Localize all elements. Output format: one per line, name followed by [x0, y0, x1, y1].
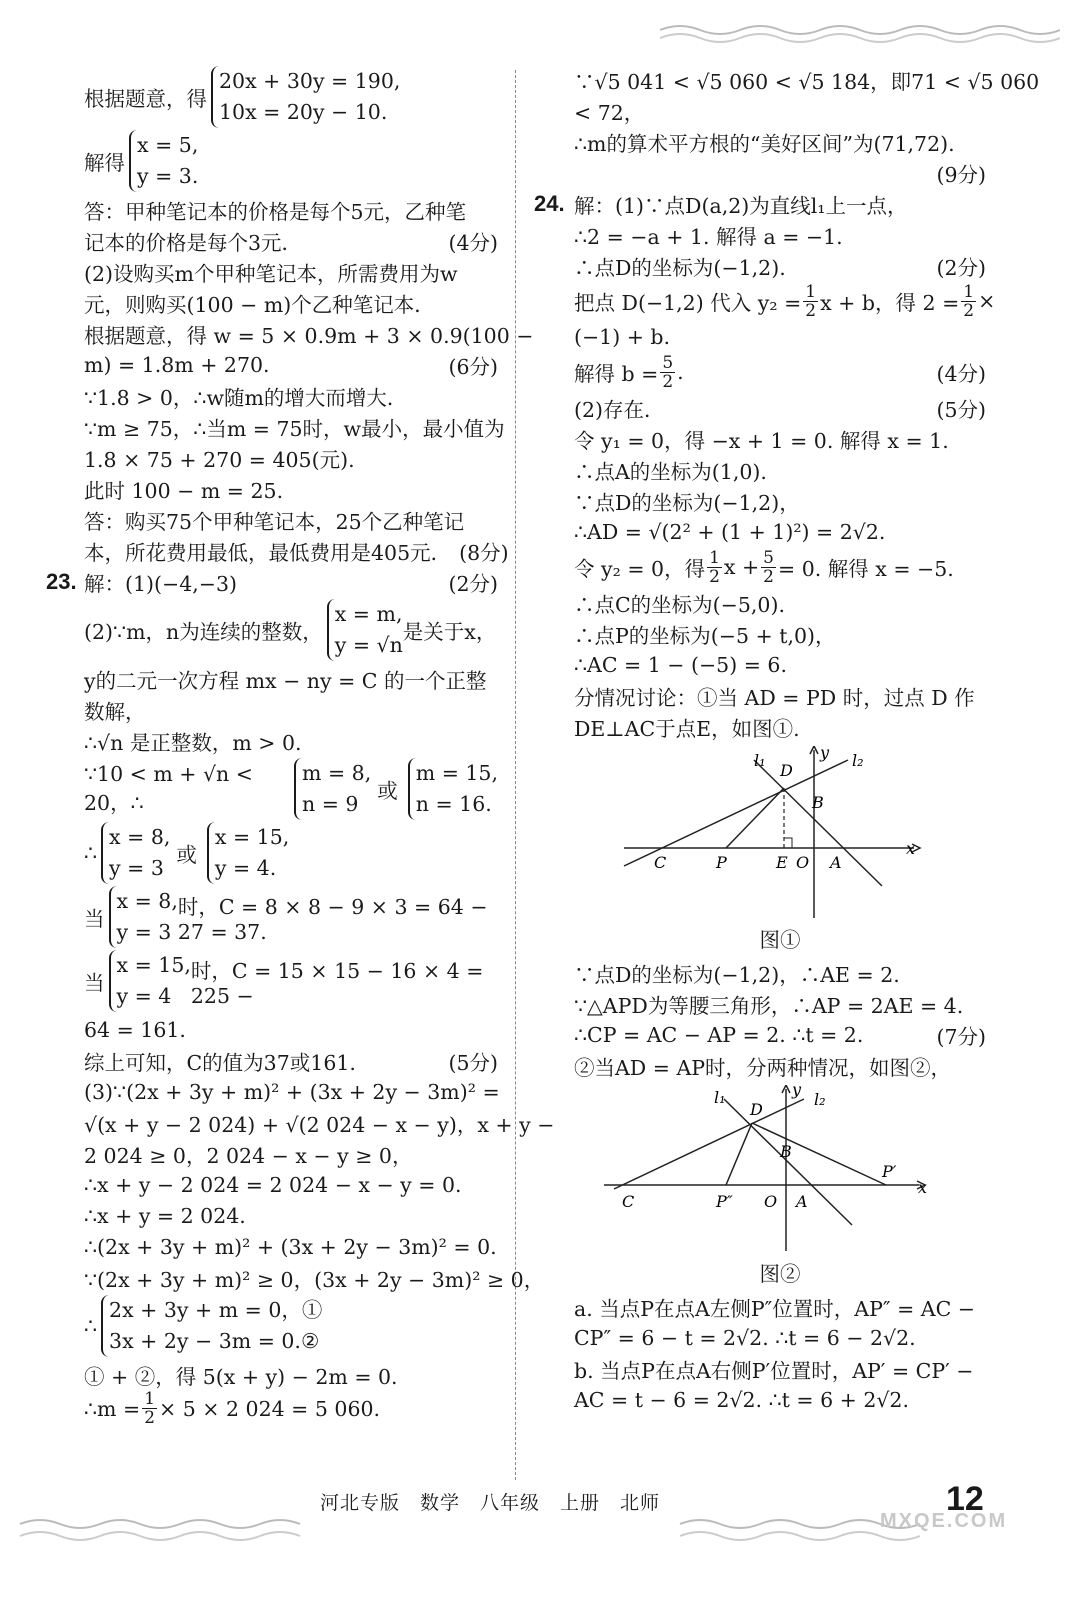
- score-label: (9分): [936, 162, 986, 187]
- label-o: O: [764, 1192, 778, 1211]
- score-label: (8分): [459, 540, 509, 565]
- line-l2: [614, 1099, 804, 1189]
- label-l2: l₂: [814, 1090, 826, 1109]
- label-x: x: [906, 839, 916, 858]
- text-line: (2)存在．: [574, 397, 665, 422]
- label-l2: l₂: [852, 751, 864, 770]
- equation: 20x + 30y = 190,: [219, 69, 401, 93]
- text-line: ∵点D的坐标为(−1,2)，: [574, 490, 800, 515]
- equation-system: [84, 1295, 498, 1357]
- fraction: $\frac{1}{2}$: [963, 281, 975, 321]
- text-line: 记本的价格是每个3元．: [84, 230, 303, 255]
- text-line: ① + ②，得 5(x + y) − 2m = 0.: [84, 1364, 398, 1389]
- label-y: y: [792, 1085, 802, 1099]
- text-line: 当: [84, 907, 105, 931]
- brace-system: [101, 822, 170, 884]
- brace-system: [109, 950, 191, 1012]
- text-line: 数解，: [84, 699, 146, 724]
- equation: y = 4: [116, 984, 172, 1008]
- text-line: ∴(2x + 3y + m)² + (3x + 2y − 3m)² = 0.: [84, 1234, 497, 1259]
- label-p-prime: P′: [882, 1162, 897, 1181]
- label-c: C: [622, 1192, 635, 1211]
- score-label: (2分): [936, 255, 986, 280]
- equation: n = 9: [302, 792, 359, 816]
- text-line: 综上可知，C的值为37或161.: [84, 1050, 356, 1075]
- text-line: m) = 1.8m + 270.: [84, 352, 270, 377]
- line-l1: [724, 1099, 852, 1225]
- text-line: 本，所花费用最低，最低费用是405元．: [84, 540, 452, 565]
- score-label: (2分): [448, 571, 498, 596]
- segment-pd: [726, 788, 784, 848]
- figure-1: [614, 746, 934, 921]
- label-o: O: [796, 853, 810, 872]
- text-line: ∵m ≥ 75，∴当m = 75时，w最小，最小值为: [84, 416, 505, 441]
- equation: m = 8,: [302, 761, 372, 785]
- text-line: (2)∵m，n为连续的整数，: [84, 620, 323, 644]
- label-a: A: [830, 853, 842, 872]
- equation: x = m,: [334, 602, 403, 626]
- fraction: $\frac{1}{2}$: [805, 281, 817, 321]
- equation: 10x = 20y − 10.: [219, 100, 388, 124]
- text-line: ②当AD = AP时，分两种情况，如图②，: [574, 1055, 952, 1080]
- text-line: 解：(1)∵点D(a,2)为直线l₁上一点，: [574, 193, 908, 218]
- text-line: √(x + y − 2 024) + √(2 024 − x − y)，x + y −: [84, 1112, 555, 1137]
- equation: n = 16.: [415, 792, 492, 816]
- text-line: CP″ = 6 − t = 2√2. ∴t = 6 − 2√2.: [574, 1325, 916, 1350]
- text-line: ∴点C的坐标为(−5,0).: [574, 592, 785, 617]
- text-line: 此时 100 − m = 25.: [84, 478, 284, 503]
- text-line: ∴点A的坐标为(1,0).: [574, 459, 767, 484]
- text-line: ∴点D的坐标为(−1,2).: [574, 255, 786, 280]
- brace-system: [101, 1295, 322, 1357]
- text-line: 解得 b =: [574, 362, 659, 386]
- text-line: (3)∵(2x + 3y + m)² + (3x + 2y − 3m)² =: [84, 1079, 500, 1104]
- text-line: 是关于x，: [402, 620, 497, 644]
- text-line: DE⊥AC于点E，如图①.: [574, 716, 800, 741]
- equation: y = 3.: [137, 164, 199, 188]
- equation: m = 15,: [415, 761, 498, 785]
- text-line: 令 y₂ = 0，得: [574, 557, 706, 581]
- right-column: [534, 64, 1040, 1415]
- fraction: $\frac{5}{2}$: [662, 352, 674, 392]
- text-line: ∴x + y − 2 024 = 2 024 − x − y = 0.: [84, 1172, 462, 1197]
- text-line: 元，则购买(100 − m)个乙种笔记本．: [84, 292, 435, 317]
- text-line: ∴AD = √(2² + (1 + 1)²) = 2√2.: [574, 519, 886, 544]
- text-line: 当: [84, 971, 105, 995]
- label-a: A: [796, 1192, 808, 1211]
- right-angle-mark: [784, 838, 792, 848]
- fraction: $\frac{5}{2}$: [763, 547, 774, 587]
- text-line: ∵(2x + 3y + m)² ≥ 0，(3x + 2y − 3m)² ≥ 0，: [84, 1267, 545, 1292]
- label-l1: l₁: [754, 751, 766, 770]
- brace-system: [109, 886, 178, 948]
- text-line: 令 y₁ = 0，得 −x + 1 = 0. 解得 x = 1.: [574, 428, 949, 453]
- equation: x = 5,: [137, 133, 199, 157]
- brace-system: [211, 66, 400, 128]
- label-d: D: [750, 1100, 763, 1119]
- text-line: AC = t − 6 = 2√2. ∴t = 6 + 2√2.: [574, 1387, 909, 1412]
- text-line: ∴√n 是正整数，m > 0.: [84, 730, 302, 755]
- brace-system: [207, 822, 289, 884]
- text-line: 2 024 ≥ 0，2 024 − x − y ≥ 0，: [84, 1143, 413, 1168]
- text-line: 1.8 × 75 + 270 = 405(元).: [84, 447, 355, 472]
- text-line: b. 当点P在点A右侧P′位置时，AP′ = CP′ −: [574, 1358, 974, 1383]
- equation: y = 3: [109, 856, 164, 880]
- footer-book-info: 河北专版 数学 八年级 上册 北师: [320, 1492, 661, 1514]
- text-line: ∵√5 041 < √5 060 < √5 184，即71 < √5 060: [574, 69, 1040, 94]
- text-line: x +: [723, 555, 760, 579]
- text-line: a. 当点P在点A左侧P″位置时，AP″ = AC −: [574, 1296, 975, 1321]
- watermark: MXQE.COM: [880, 1510, 1008, 1532]
- segment-dp2: [726, 1123, 752, 1185]
- text-line: ∴点P的坐标为(−5 + t,0)，: [574, 623, 836, 648]
- line-l1: [754, 760, 882, 886]
- text-line: ∵点D的坐标为(−1,2)，∴AE = 2.: [574, 962, 900, 987]
- text-line: 答：购买75个甲种笔记本，25个乙种笔记: [84, 509, 465, 534]
- text-line: (2)设购买m个甲种笔记本，所需费用为w: [84, 261, 458, 286]
- equation: 2x + 3y + m = 0，①: [109, 1298, 323, 1322]
- text-line: 把点 D(−1,2) 代入 y₂ =: [574, 291, 802, 315]
- text-line: 或: [176, 843, 197, 867]
- brace-system: [327, 599, 403, 661]
- text-line: ∴: [84, 841, 98, 865]
- text-line: 根据题意，得 w = 5 × 0.9m + 3 × 0.9(100 −: [84, 323, 534, 348]
- figure-2: [574, 1085, 934, 1255]
- text-line: < 72，: [574, 100, 645, 125]
- text-line: ∵10 < m + √n < 20，∴: [84, 762, 253, 815]
- text-line: ∴m =: [84, 1396, 141, 1421]
- brace-system: [129, 130, 198, 192]
- text-line: 答：甲种笔记本的价格是每个5元，乙种笔: [84, 199, 467, 224]
- brace-system: [408, 758, 498, 820]
- score-label: (5分): [936, 397, 986, 422]
- equation: y = 3: [116, 920, 172, 944]
- score-label: (6分): [448, 354, 498, 379]
- score-label: (5分): [448, 1050, 498, 1075]
- label-x: x: [918, 1178, 928, 1197]
- page-number: 12: [946, 1480, 984, 1518]
- text-line: 时，C = 15 × 15 − 16 × 4 = 225 −: [190, 959, 484, 1008]
- text-line: × 5 × 2 024 = 5 060.: [159, 1396, 381, 1421]
- label-c: C: [654, 853, 667, 872]
- text-line: 64 = 161.: [84, 1017, 186, 1042]
- text-line: y的二元一次方程 mx − ny = C 的一个正整: [84, 668, 487, 693]
- question-number-24: 24.: [534, 190, 565, 216]
- equation-system: [84, 950, 498, 1012]
- label-b: B: [780, 1142, 792, 1161]
- figure-1-caption: 图①: [759, 928, 801, 952]
- text-line: ×: [978, 289, 996, 313]
- text-line: ∴2 = −a + 1. 解得 a = −1.: [574, 224, 843, 249]
- label-p: P: [716, 853, 727, 872]
- segment-dp1: [752, 1123, 886, 1185]
- text-line: 根据题意，得: [84, 87, 207, 111]
- equation-system: [84, 886, 498, 948]
- text-line: (−1) + b.: [574, 324, 671, 349]
- text-line: ∴m的算术平方根的“美好区间”为(71,72).: [574, 131, 955, 156]
- equation-system-2: [84, 130, 498, 192]
- label-y: y: [820, 746, 830, 762]
- text-line: ∴x + y = 2 024.: [84, 1203, 246, 1228]
- equation-system: [84, 758, 498, 820]
- label-b: B: [812, 793, 824, 812]
- label-d: D: [780, 761, 793, 780]
- label-l1: l₁: [714, 1088, 726, 1107]
- text-line: ∴AC = 1 − (−5) = 6.: [574, 652, 787, 677]
- text-line: = 0. 解得 x = −5.: [778, 557, 954, 581]
- fraction: $\frac{1}{2}$: [144, 1389, 156, 1428]
- fraction: $\frac{1}{2}$: [709, 547, 720, 587]
- text-line: 解得: [84, 151, 125, 175]
- equation: x = 15,: [116, 953, 191, 977]
- label-e: E: [776, 853, 788, 872]
- text-line: ∵△APD为等腰三角形，∴AP = 2AE = 4.: [574, 993, 964, 1018]
- equation: y = √n: [334, 633, 403, 657]
- text-line: 分情况讨论：①当 AD = PD 时，过点 D 作: [574, 685, 975, 710]
- equation: 3x + 2y − 3m = 0.②: [109, 1329, 320, 1353]
- question-number-23: 23.: [46, 568, 77, 594]
- text-line: 或: [377, 779, 398, 803]
- equation-system: [84, 822, 498, 884]
- equation: x = 8,: [109, 825, 171, 849]
- equation: y = 4.: [214, 856, 277, 880]
- left-column: [46, 64, 555, 1428]
- label-p-double-prime: P″: [716, 1192, 733, 1211]
- text-line: ∴: [84, 1314, 98, 1338]
- text-line: x + b，得 2 =: [820, 291, 960, 315]
- equation-system: [84, 599, 498, 661]
- figure-2-caption: 图②: [759, 1262, 801, 1286]
- score-label: (4分): [936, 362, 986, 386]
- text-line: 时，C = 8 × 8 − 9 × 3 = 64 − 27 = 37.: [177, 895, 488, 944]
- text-line: 解：(1)(−4,−3): [84, 571, 237, 596]
- text-line: ∵1.8 > 0，∴w随m的增大而增大．: [84, 385, 408, 410]
- score-label: (7分): [936, 1024, 986, 1049]
- brace-system: [294, 758, 371, 820]
- equation: x = 15,: [214, 825, 290, 849]
- equation: x = 8,: [116, 889, 178, 913]
- text-line: ∴CP = AC − AP = 2. ∴t = 2.: [574, 1022, 864, 1047]
- header-wave-decoration: [660, 18, 1060, 48]
- equation-system-1: [84, 66, 498, 128]
- text-line: .: [677, 360, 684, 384]
- score-label: (4分): [448, 230, 498, 255]
